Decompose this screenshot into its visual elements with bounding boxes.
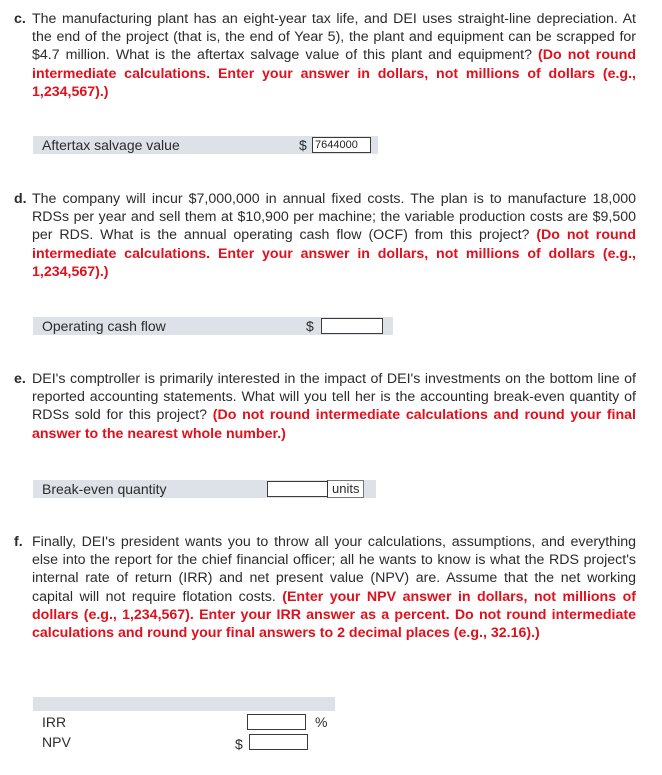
aftertax-salvage-label: Aftertax salvage value	[42, 137, 180, 153]
question-letter: d.	[14, 191, 27, 207]
question-letter: f.	[14, 534, 23, 550]
question-text: The company will incur $7,000,000 in annual fixed costs. The plan is to manufacture 18,000 RDSs per year and sell them at $10,900 per machine; the variable production costs are $9,500 per RDS. What is the annual operating cash flow (OCF) from this project? (Do not round intermediate calculations. Enter your answer in dollars, not millions of dollars (e.g., 1,234,567).)	[32, 191, 636, 280]
question-letter: e.	[14, 371, 26, 387]
question-letter: c.	[14, 11, 26, 27]
question-text: Finally, DEI's president wants you to throw all your calculations, assumptions, and everything else into the report for the chief financial officer; all he wants to know is what the RDS project's internal rate of return (IRR) and net present value (NPV) are. Assume that the net working capital will not require flotation costs. (Enter your NPV answer in dollars, not millions of dollars (e.g., 1,234,567). Enter your IRR answer as a percent. Do not round intermediate calculations and round your final answers to 2 decimal places (e.g., 32.16).)	[32, 534, 636, 642]
question-e	[14, 370, 636, 443]
irr-input[interactable]	[247, 714, 306, 730]
question-f	[14, 533, 636, 642]
instruction-text: (Do not round intermediate calculations and round your final answer to the nearest whole number.)	[32, 407, 636, 442]
break-even-quantity-label: Break-even quantity	[42, 481, 167, 497]
currency-symbol: $	[235, 736, 243, 752]
instruction-text: (Enter your NPV answer in dollars, not millions of dollars (e.g., 1,234,567). Enter your IRR answer as a percent. Do not round intermediate calculations and round your final answers to 2 decimal places (e.g., 32.16).)	[32, 588, 636, 642]
answer-row-ocf	[33, 317, 393, 335]
question-c	[14, 10, 636, 101]
break-even-quantity-input[interactable]	[267, 481, 328, 497]
irr-npv-table	[33, 697, 335, 757]
question-d	[14, 190, 636, 281]
instruction-text: (Do not round intermediate calculations. Enter your answer in dollars, not millions of dollars (e.g., 1,234,567).)	[32, 227, 636, 280]
answer-row-breakeven	[33, 480, 376, 498]
units-label: units	[327, 480, 364, 498]
operating-cash-flow-input[interactable]	[321, 318, 383, 334]
question-text: DEI's comptroller is primarily interested in the impact of DEI's investments on the bottom line of reported accounting statements. What will you tell her is the accounting break-even quantity of RDSs sold for this project? (Do not round intermediate calculations and round your final answer to the nearest whole number.)	[32, 371, 636, 442]
npv-input[interactable]	[249, 734, 308, 750]
aftertax-salvage-input[interactable]	[312, 137, 371, 153]
npv-label: NPV	[42, 734, 71, 750]
answer-row-salvage	[33, 136, 378, 154]
operating-cash-flow-label: Operating cash flow	[42, 318, 166, 334]
irr-label: IRR	[42, 714, 67, 730]
currency-symbol: $	[299, 137, 307, 153]
currency-symbol: $	[306, 318, 314, 334]
instruction-text: (Do not round intermediate calculations. Enter your answer in dollars, not millions of dollars (e.g., 1,234,567).)	[32, 47, 636, 100]
percent-unit: %	[315, 714, 328, 730]
table-header	[33, 697, 335, 711]
question-text: The manufacturing plant has an eight-year tax life, and DEI uses straight-line depreciation. At the end of the project (that is, the end of Year 5), the plant and equipment can be scrapped for $4.7 million. What is the aftertax salvage value of this plant and equipment? (Do not round intermediate calculations. Enter your answer in dollars, not millions of dollars (e.g., 1,234,567).)	[32, 11, 636, 100]
